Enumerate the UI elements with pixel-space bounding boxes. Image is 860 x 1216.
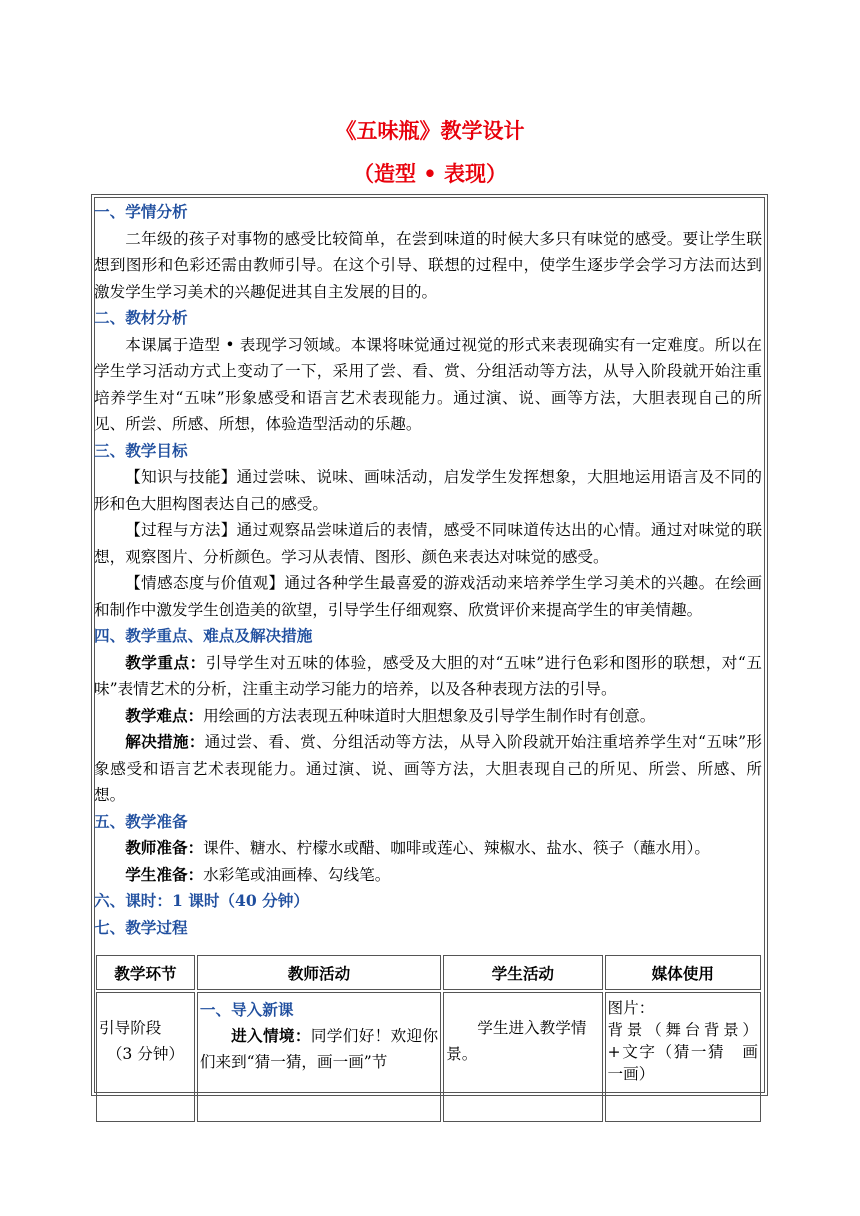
paragraph-objective-attitude: 【情感态度与价值观】通过各种学生最喜爱的游戏活动来培养学生学习美术的兴趣。在绘画和制作中激发学生创造美的欲望，引导学生仔细观察、欣赏评价来提高学生的审美情趣。 xyxy=(94,574,762,619)
section-heading-objectives: 三、教学目标 xyxy=(94,440,188,460)
teacher-activity-label: 进入情境： xyxy=(231,1026,311,1045)
paragraph-student-prep xyxy=(94,862,762,889)
teacher-activity-title: 一、导入新课 xyxy=(199,1000,294,1019)
design-table-frame xyxy=(91,194,768,1096)
student-prep-text: 水彩笔或油画棒、勾线笔。 xyxy=(203,865,391,884)
header-stage: 教学环节 xyxy=(96,955,195,990)
section-heading-learner-analysis: 一、学情分析 xyxy=(94,202,188,221)
teaching-process-table xyxy=(94,953,763,1124)
solution-label: 解决措施： xyxy=(125,732,205,751)
paragraph-solution xyxy=(94,729,762,809)
solution-text: 通过尝、看、赏、分组活动等方法，从导入阶段就开始注重培养学生对“五味”形象感受和语言艺术表现能力。通过演、说、画等方法，大胆表现自己的所见、所尝、所感、所想。 xyxy=(94,733,762,804)
cell-stage xyxy=(96,992,195,1122)
section-heading-duration: 六、课时：1 课时（40 分钟） xyxy=(94,891,309,910)
stage-duration: （3 分钟） xyxy=(106,1045,185,1063)
key-point-text: 引导学生对五味的体验，感受及大胆的对“五味”进行色彩和图形的联想，对“五味”表情艺术的分析，注重主动学习能力的培养，以及各种表现方法的引导。 xyxy=(94,653,762,698)
difficulty-label: 教学难点： xyxy=(125,705,204,725)
paragraph-learner-analysis: 二年级的孩子对事物的感受比较简单，在尝到味道的时候大多只有味觉的感受。要让学生联想到图形和色彩还需由教师引导。在这个引导、联想的过程中，使学生逐步学会学习方法而达到激发学生学习美术的兴趣促进其自主发展的目的。 xyxy=(94,229,762,301)
student-prep-label: 学生准备： xyxy=(125,864,204,884)
header-teacher-activity: 教师活动 xyxy=(197,955,441,990)
paragraph-teacher-prep xyxy=(94,835,762,862)
stage-name: 引导阶段 xyxy=(99,1019,162,1037)
cell-student-activity xyxy=(443,992,602,1122)
section-heading-process: 七、教学过程 xyxy=(94,917,188,937)
cell-teacher-activity xyxy=(197,992,441,1122)
table-header-row xyxy=(96,955,761,990)
teacher-activity-content: 同学们好！欢迎你们来到“猜一猜，画一画”节 xyxy=(199,1027,439,1071)
paragraph-objective-process: 【过程与方法】通过观察品尝味道后的表情，感受不同味道传达出的心情。通过对味觉的联想，观察图片、分析颜色。学习从表情、图形、颜色来表达对味觉的感受。 xyxy=(94,521,762,566)
teacher-activity-text xyxy=(200,1023,438,1075)
document-title: 《五味瓶》教学设计 xyxy=(335,118,525,143)
paragraph-material-analysis: 本课属于造型 • 表现学习领域。本课将味觉通过视觉的形式来表现确实有一定难度。所以在学生学习活动方式上变动了一下，采用了尝、看、赏、分组活动等方法，从导入阶段就开始注重培养学生对“五味”形象感受和语言艺术表现能力。通过演、说、画等方法，大胆表现自己的所见、所尝、所感、所想，体验造型活动的乐趣。 xyxy=(94,335,762,433)
teacher-prep-label: 教师准备： xyxy=(125,838,204,857)
header-media: 媒体使用 xyxy=(605,955,761,990)
media-text: 背景（舞台背景）+文字（猜一猜 画一画） xyxy=(607,1021,758,1083)
student-activity-text: 学生进入教学情景。 xyxy=(446,1019,587,1063)
paragraph-key-point xyxy=(94,650,762,703)
paragraph-objective-knowledge: 【知识与技能】通过尝味、说味、画味活动，启发学生发挥想象，大胆地运用语言及不同的形和色大胆构图表达自己的感受。 xyxy=(94,468,762,513)
header-student-activity: 学生活动 xyxy=(443,955,602,990)
section-heading-key-points: 四、教学重点、难点及解决措施 xyxy=(94,626,313,645)
document-subtitle: （造型 • 表现） xyxy=(352,161,508,186)
teacher-prep-text: 课件、糖水、柠檬水或醋、咖啡或莲心、辣椒水、盐水、筷子（蘸水用）。 xyxy=(203,839,710,857)
cell-media xyxy=(605,992,761,1122)
design-content xyxy=(94,199,762,941)
difficulty-text: 用绘画的方法表现五种味道时大胆想象及引导学生制作时有创意。 xyxy=(203,706,656,725)
table-row xyxy=(96,992,761,1122)
section-heading-preparation: 五、教学准备 xyxy=(94,811,188,831)
media-label: 图片： xyxy=(607,999,655,1017)
paragraph-difficulty xyxy=(94,703,762,730)
section-heading-material-analysis: 二、教材分析 xyxy=(94,308,188,327)
key-point-label: 教学重点： xyxy=(125,652,206,672)
